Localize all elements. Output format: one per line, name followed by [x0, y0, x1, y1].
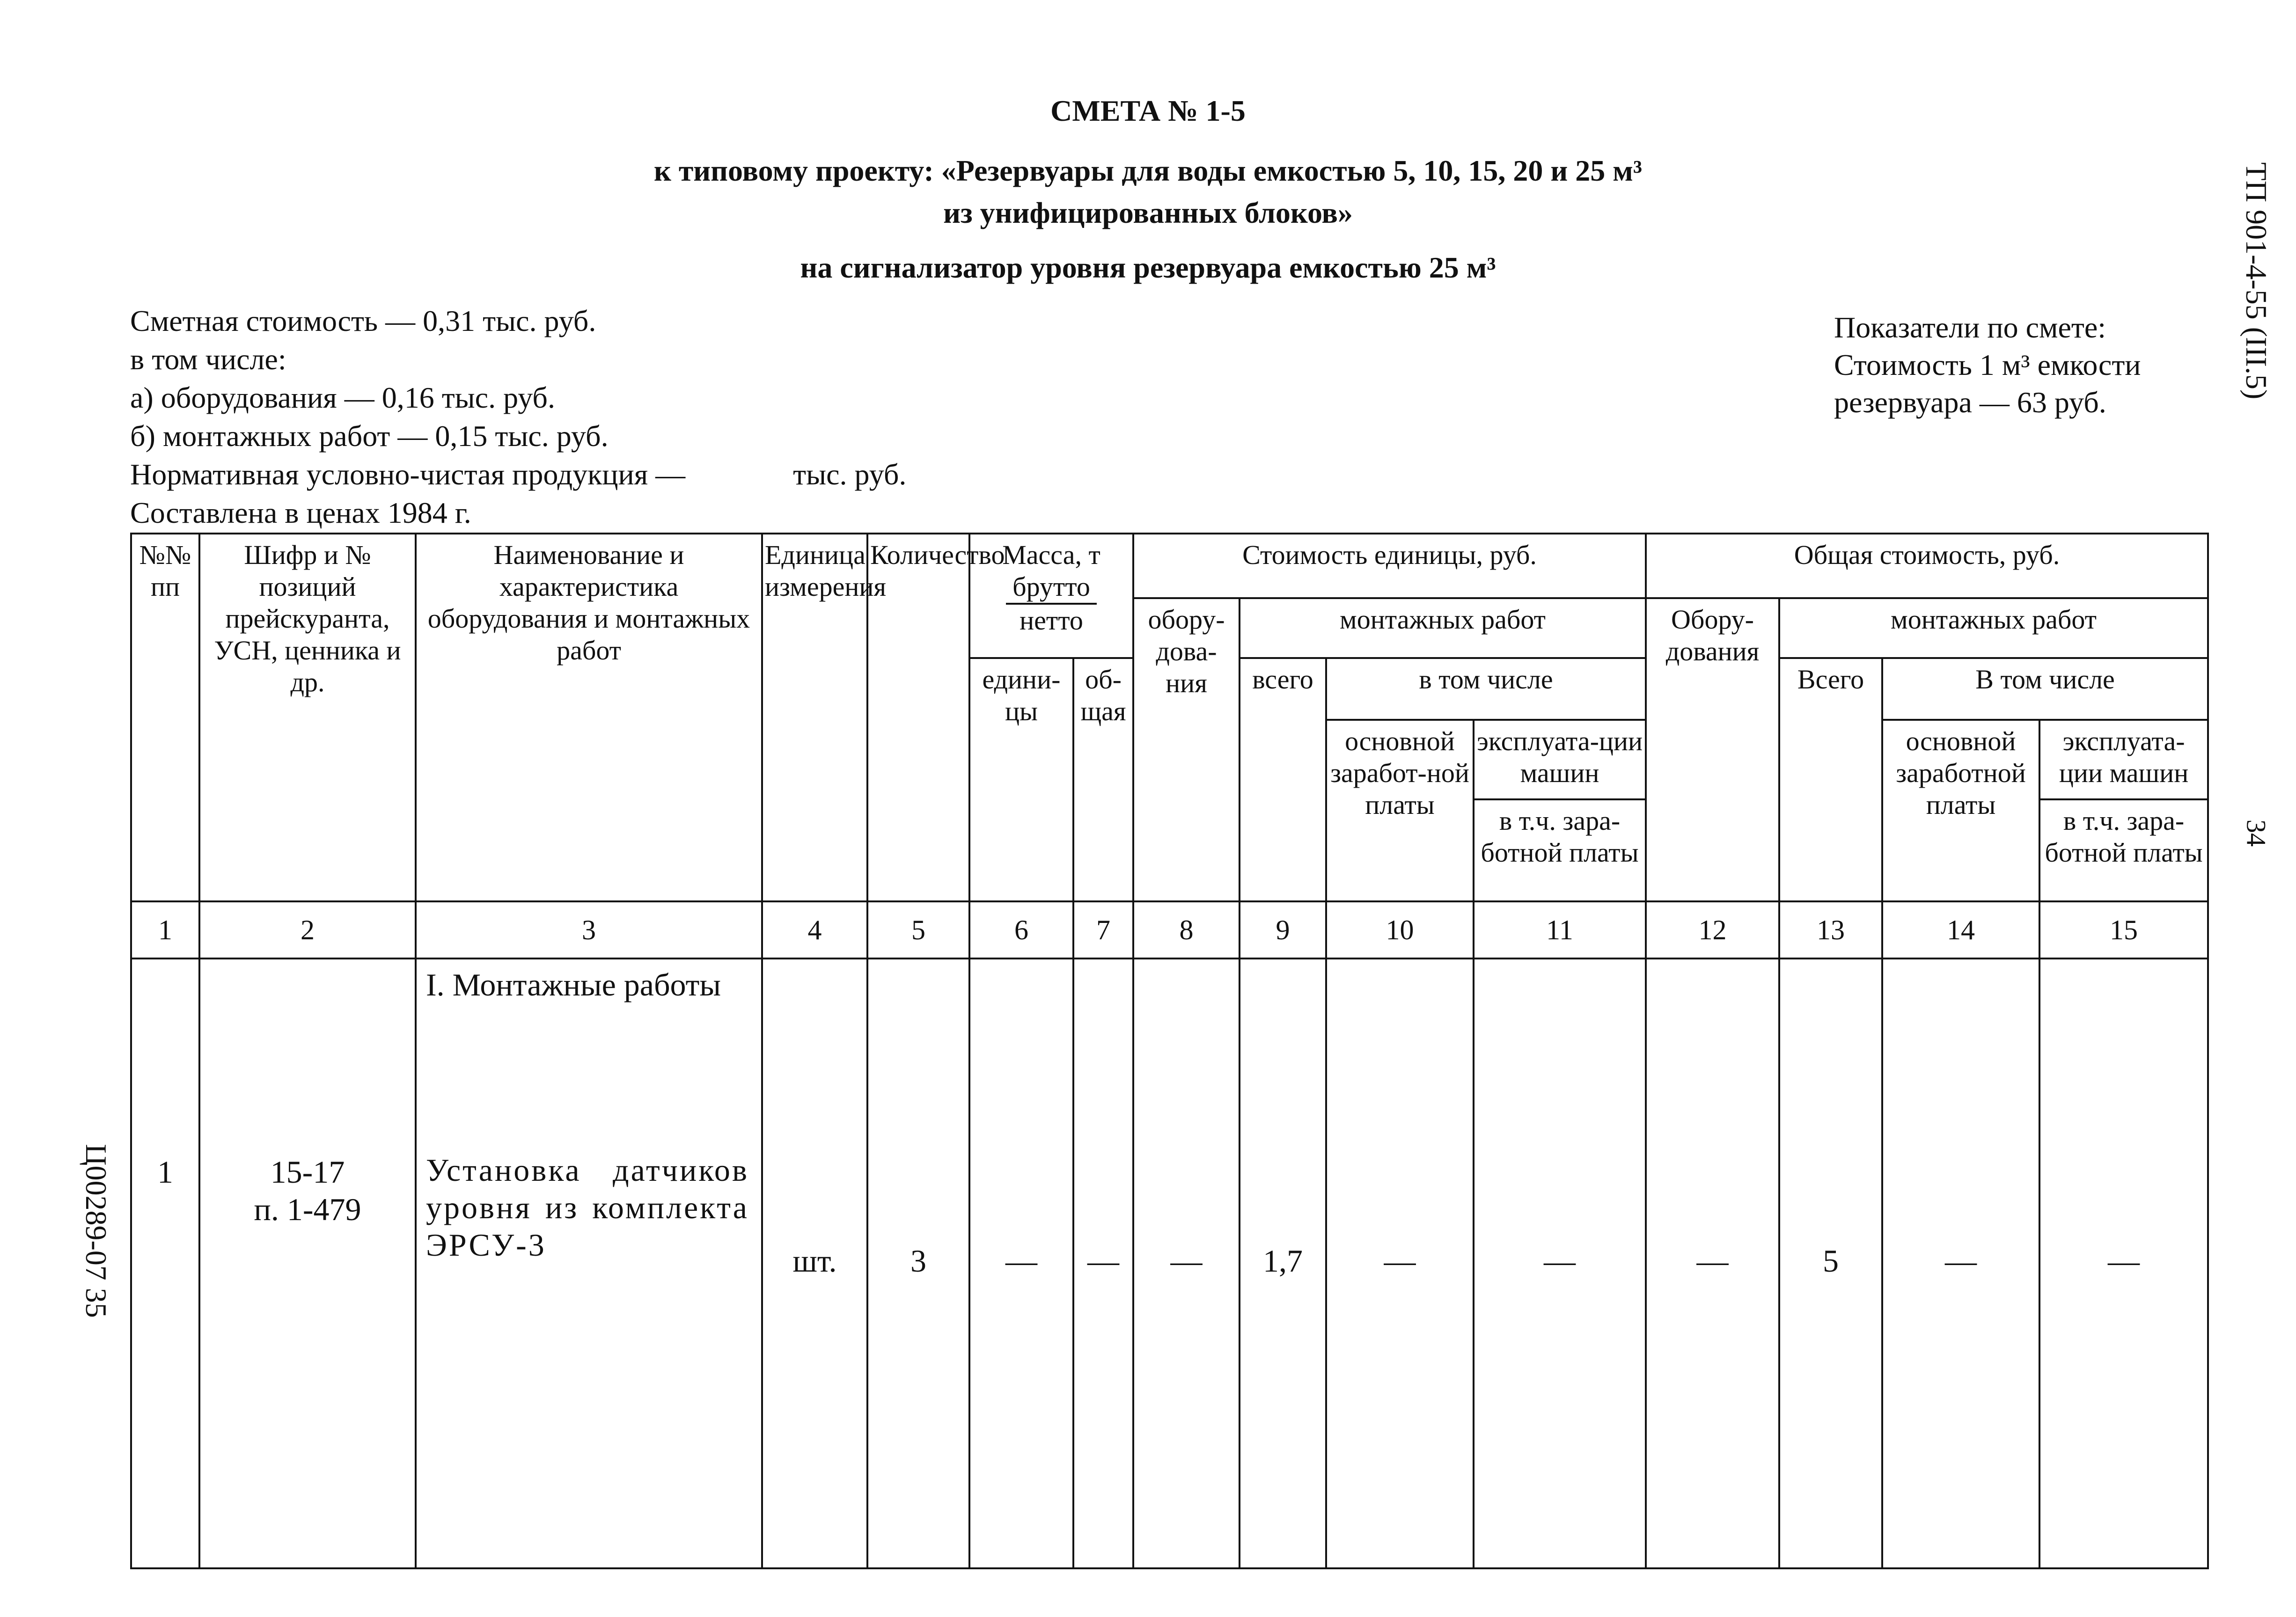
- col-number: 12: [1646, 901, 1779, 958]
- row-mass-unit: —: [1005, 1243, 1037, 1279]
- row-equip-cost: —: [1170, 1243, 1203, 1279]
- left-margin-code-text: Ц00289-07 35: [80, 1144, 113, 1318]
- col-number: 15: [2039, 901, 2208, 958]
- header-t-all: Всего: [1779, 658, 1882, 901]
- header-name: Наименование и характеристика оборудования и монтажных работ: [416, 534, 762, 901]
- row-t-all: 5: [1823, 1243, 1839, 1279]
- header-unit-cost: Стоимость единицы, руб.: [1133, 534, 1646, 598]
- col-number: 6: [969, 901, 1073, 958]
- header-mass-total: об-щая: [1073, 658, 1133, 901]
- header-t-install: монтажных работ: [1779, 598, 2208, 658]
- row-qty: 3: [910, 1243, 926, 1279]
- section-title: I. Монтажные работы: [426, 967, 721, 1002]
- header-t-incl: В том числе: [1882, 658, 2208, 720]
- column-number-row: [131, 901, 2208, 958]
- col-number: 2: [199, 901, 416, 958]
- row-no: 1: [157, 1154, 173, 1190]
- left-margin-code: [66, 1100, 126, 1362]
- header-install-all: всего: [1240, 658, 1326, 901]
- header-code: Шифр и № позиций прейскуранта, УСН, ценника и др.: [199, 534, 416, 901]
- header-qty: Количество: [867, 534, 969, 901]
- header-base-pay: основной заработ-ной платы: [1326, 720, 1474, 901]
- col-number: 4: [762, 901, 867, 958]
- row-code-line-2: п. 1-479: [254, 1192, 361, 1227]
- header-t-equipment: Обору-дования: [1646, 598, 1779, 901]
- col-number: 14: [1882, 901, 2039, 958]
- subtitle-line-1: к типовому проекту: «Резервуары для воды емкостью 5, 10, 15, 20 и 25 м³: [653, 154, 1643, 187]
- header-machines: эксплуата-ции машин: [1474, 720, 1646, 799]
- row-name: Установка датчиков уровня из комплекта ЭРСУ-3: [426, 1152, 749, 1263]
- row-install-all: 1,7: [1263, 1243, 1303, 1279]
- estimate-info: [130, 302, 906, 532]
- info-line-5: [130, 455, 906, 494]
- col-number: 3: [416, 901, 762, 958]
- row-unit: шт.: [792, 1243, 837, 1279]
- col-number: 7: [1073, 901, 1133, 958]
- col-number: 1: [131, 901, 199, 958]
- header-no: №№ пп: [131, 534, 199, 901]
- estimate-table: [130, 533, 2209, 1569]
- info-line-5-unit: тыс. руб.: [793, 458, 907, 491]
- col-number: 13: [1779, 901, 1882, 958]
- indicators-line-3: резервуара — 63 руб.: [1834, 386, 2106, 419]
- info-line-1: Сметная стоимость — 0,31 тыс. руб.: [130, 304, 596, 337]
- row-mass-total: —: [1087, 1243, 1119, 1279]
- header-total-cost: Общая стоимость, руб.: [1646, 534, 2208, 598]
- col-number: 10: [1326, 901, 1474, 958]
- info-line-5-label: Нормативная условно-чистая продукция —: [130, 458, 686, 491]
- right-margin-code-text: ТП 901-4-55 (III.5): [2240, 162, 2273, 400]
- row-t-equipment: —: [1696, 1243, 1729, 1279]
- col-number: 8: [1133, 901, 1240, 958]
- row-t-base-pay: —: [1945, 1243, 1977, 1279]
- info-line-3: а) оборудования — 0,16 тыс. руб.: [130, 381, 555, 414]
- info-line-6: Составлена в ценах 1984 г.: [130, 496, 471, 529]
- estimate-title: СМЕТА № 1-5: [1050, 94, 1246, 127]
- header-unit: Единица измерения: [762, 534, 867, 901]
- header-mass-netto: нетто: [1020, 605, 1083, 636]
- col-number: 9: [1240, 901, 1326, 958]
- row-machines: —: [1544, 1243, 1576, 1279]
- row-t-machines: —: [2108, 1243, 2140, 1279]
- header-install: монтажных работ: [1240, 598, 1646, 658]
- right-page-number: [2237, 805, 2275, 861]
- project-subtitle: [0, 150, 2296, 234]
- subtitle-line-2: из унифицированных блоков»: [943, 196, 1353, 229]
- right-page-number-text: 34: [2241, 819, 2272, 847]
- col-number: 5: [867, 901, 969, 958]
- header-mass-label: Масса, т: [1002, 540, 1100, 570]
- row-code-line-1: 15-17: [270, 1154, 345, 1190]
- indicators-line-2: Стоимость 1 м³ емкости: [1834, 348, 2141, 381]
- estimate-subject: на сигнализатор уровня резервуара емкостью 25 м³: [800, 251, 1496, 284]
- header-equipment: обору-дова-ния: [1133, 598, 1240, 901]
- header-machines-pay: в т.ч. зара-ботной платы: [1474, 799, 1646, 901]
- header-t-base-pay: основной заработной платы: [1882, 720, 2039, 901]
- info-line-2: в том числе:: [130, 343, 286, 376]
- header-install-incl: в том числе: [1326, 658, 1646, 720]
- info-line-4: б) монтажных работ — 0,15 тыс. руб.: [130, 419, 609, 453]
- header-t-machines: эксплуата-ции машин: [2039, 720, 2208, 799]
- header-t-machines-pay: в т.ч. зара-ботной платы: [2039, 799, 2208, 901]
- header-mass-brutto: брутто: [1006, 571, 1097, 605]
- row-base-pay: —: [1384, 1243, 1416, 1279]
- right-margin-code: [2221, 94, 2291, 468]
- estimate-indicators: [1834, 309, 2141, 421]
- header-mass-unit: едини-цы: [969, 658, 1073, 901]
- indicators-line-1: Показатели по смете:: [1834, 311, 2106, 344]
- col-number: 11: [1474, 901, 1646, 958]
- table-row: [131, 958, 2208, 1568]
